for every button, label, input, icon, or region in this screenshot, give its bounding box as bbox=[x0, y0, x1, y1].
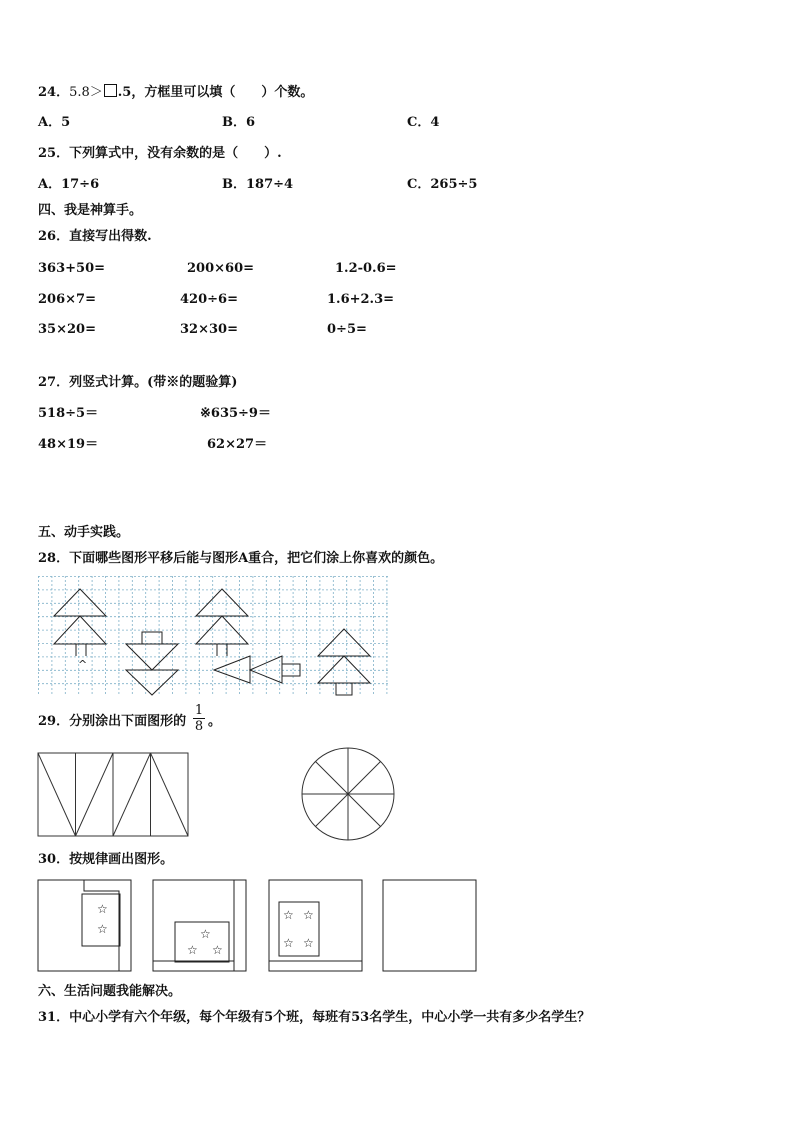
q27-stem: 27．列竖式计算。(带※的题验算) bbox=[38, 375, 238, 390]
q25-option-a[interactable]: A．17÷6 bbox=[38, 177, 100, 192]
q26-item: 1.6+2.3= bbox=[327, 292, 395, 307]
q24-number: 24． bbox=[38, 85, 70, 100]
pattern-answer-box[interactable] bbox=[382, 879, 478, 973]
q30-stem: 30．按规律画出图形。 bbox=[38, 852, 174, 867]
grid-caret-mark: ^ bbox=[78, 658, 88, 671]
fraction-one-eighth bbox=[193, 703, 205, 734]
q24-stem bbox=[38, 84, 313, 101]
star-icon: ☆ bbox=[303, 908, 314, 922]
q24-option-a[interactable]: A．5 bbox=[38, 115, 71, 130]
q24-option-b[interactable]: B．6 bbox=[222, 115, 256, 130]
fraction-denominator: 8 bbox=[194, 719, 204, 734]
star-icon: ☆ bbox=[303, 936, 314, 950]
shape-tree-with-trunk[interactable] bbox=[318, 629, 370, 695]
q24-option-c[interactable]: C．4 bbox=[407, 115, 440, 130]
q28-grid-figure bbox=[38, 576, 388, 696]
q27-item: 518÷5＝ bbox=[38, 406, 99, 421]
q26-item: 206×7= bbox=[38, 292, 96, 307]
star-icon: ☆ bbox=[212, 943, 223, 957]
star-icon: ☆ bbox=[283, 908, 294, 922]
q28-stem: 28．下面哪些图形平移后能与图形A重合，把它们涂上你喜欢的颜色。 bbox=[38, 551, 444, 566]
shape-inverted-tree[interactable] bbox=[126, 632, 178, 695]
q25-stem: 25．下列算式中，没有余数的是（ ）. bbox=[38, 146, 282, 161]
pattern-box-1 bbox=[37, 879, 133, 973]
fraction-numerator: 1 bbox=[194, 703, 204, 718]
q24-expr-right: .5，方框里可以填（ ）个数。 bbox=[117, 85, 314, 100]
shape-tree-copy[interactable] bbox=[196, 589, 248, 656]
section-4-heading: 四、我是神算手。 bbox=[38, 203, 143, 218]
q31-stem: 31．中心小学有六个年级，每个年级有5个班，每班有53名学生，中心小学一共有多少名学生？ bbox=[38, 1010, 591, 1025]
q26-stem: 26．直接写出得数. bbox=[38, 229, 152, 244]
q26-item: 0÷5= bbox=[327, 322, 367, 337]
star-icon: ☆ bbox=[97, 902, 108, 916]
star-icon: ☆ bbox=[187, 943, 198, 957]
q29-period: 。 bbox=[208, 714, 222, 729]
q26-item: 1.2-0.6= bbox=[335, 261, 397, 276]
q25-option-b[interactable]: B．187÷4 bbox=[222, 177, 294, 192]
star-icon: ☆ bbox=[200, 927, 211, 941]
section-6-heading: 六、生活问题我能解决。 bbox=[38, 984, 182, 999]
q25-option-c[interactable]: C．265÷5 bbox=[407, 177, 478, 192]
pattern-box-2 bbox=[152, 879, 248, 973]
star-icon: ☆ bbox=[283, 936, 294, 950]
star-icon: ☆ bbox=[97, 922, 108, 936]
q27-item: 48×19＝ bbox=[38, 437, 99, 452]
q26-item: 200×60= bbox=[187, 261, 255, 276]
q29-rectangle-shape[interactable] bbox=[37, 752, 189, 838]
shape-sideways-tree[interactable] bbox=[214, 656, 300, 683]
q29-stem bbox=[38, 714, 186, 730]
pattern-box-3 bbox=[268, 879, 364, 973]
q27-item: 62×27＝ bbox=[207, 437, 268, 452]
shape-a-tree[interactable] bbox=[54, 589, 106, 656]
section-5-heading: 五、动手实践。 bbox=[38, 525, 130, 540]
q26-item: 32×30= bbox=[180, 322, 238, 337]
q24-expr-left: 5.8＞ bbox=[69, 85, 103, 100]
q26-item: 420÷6= bbox=[180, 292, 238, 307]
q24-blank-box[interactable] bbox=[104, 84, 117, 97]
q29-text: 29．分别涂出下面图形的 bbox=[38, 714, 187, 729]
q26-item: 35×20= bbox=[38, 322, 96, 337]
q29-circle-shape[interactable] bbox=[300, 746, 396, 842]
q26-item: 363+50= bbox=[38, 261, 106, 276]
q27-item: ※635÷9＝ bbox=[200, 406, 271, 421]
